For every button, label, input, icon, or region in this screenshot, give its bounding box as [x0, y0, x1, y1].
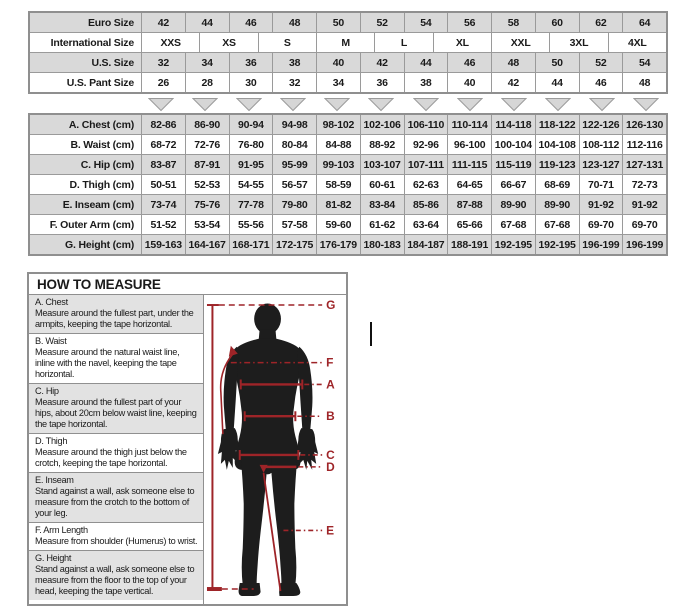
size-value-cell: 44 — [405, 53, 448, 72]
instruction-title: F. Arm Length — [35, 525, 88, 535]
size-value-cell: 73-74 — [142, 195, 185, 214]
size-value-cell: 53-54 — [186, 215, 229, 234]
instruction-text: Measure around the fullest part, under the armpits, keeping the tape horizontal. — [35, 308, 194, 329]
measure-instruction-section — [29, 523, 203, 551]
size-value-cell: 63-64 — [405, 215, 448, 234]
size-value-cell: 107-111 — [405, 155, 448, 174]
down-triangle-icon — [501, 97, 527, 112]
size-value-cell: 54-55 — [230, 175, 273, 194]
size-value-cell: 60-61 — [361, 175, 404, 194]
size-value-cell: 91-95 — [230, 155, 273, 174]
size-value-cell: 46 — [580, 73, 623, 92]
instruction-text: Stand against a wall, ask someone else to measure from the floor to the top of your head, keeping the tape vertical. — [35, 564, 195, 596]
figure-label-F: F — [326, 355, 334, 370]
column-arrow-cell — [580, 96, 624, 112]
size-value-cell: 62 — [580, 13, 623, 32]
size-value-cell: 188-191 — [448, 235, 491, 254]
size-value-cell: 103-107 — [361, 155, 404, 174]
size-value-cell: 96-100 — [448, 135, 491, 154]
size-value-cell: 4XL — [609, 33, 666, 52]
size-value-cell: XXL — [492, 33, 549, 52]
column-arrow-cell — [492, 96, 536, 112]
size-value-cell: 87-88 — [448, 195, 491, 214]
size-value-cell: 58-59 — [317, 175, 360, 194]
row-label: D. Thigh (cm) — [30, 175, 141, 194]
instruction-text: Measure around the fullest part of your hips, about 20cm below waist line, keeping the tape horizontal. — [35, 397, 197, 429]
column-arrow-cell — [536, 96, 580, 112]
size-value-cell: 52 — [580, 53, 623, 72]
size-value-cell: 44 — [536, 73, 579, 92]
size-value-cell: 70-71 — [580, 175, 623, 194]
row-label: U.S. Size — [30, 53, 141, 72]
size-value-cell: 68-72 — [142, 135, 185, 154]
how-to-measure-title: HOW TO MEASURE — [29, 274, 346, 295]
size-value-cell: 56 — [448, 13, 491, 32]
column-arrow-cell — [624, 96, 668, 112]
size-value-cell: 123-127 — [580, 155, 623, 174]
size-value-cell: 28 — [186, 73, 229, 92]
column-arrow-cell — [448, 96, 492, 112]
size-value-cell: S — [259, 33, 316, 52]
size-value-cell: 172-175 — [273, 235, 316, 254]
size-value-cell: 67-68 — [492, 215, 535, 234]
down-triangle-icon — [280, 97, 306, 112]
instruction-title: D. Thigh — [35, 436, 68, 446]
size-value-cell: 76-80 — [230, 135, 273, 154]
size-value-cell: 85-86 — [405, 195, 448, 214]
down-triangle-icon — [545, 97, 571, 112]
size-value-cell: 72-76 — [186, 135, 229, 154]
size-value-cell: XXS — [142, 33, 199, 52]
size-value-cell: 72-73 — [623, 175, 666, 194]
size-value-cell: 168-171 — [230, 235, 273, 254]
how-to-measure-body — [29, 295, 346, 604]
size-value-cell: 111-115 — [448, 155, 491, 174]
body-measurement-table — [28, 113, 668, 256]
size-value-cell: 176-179 — [317, 235, 360, 254]
size-value-cell: XL — [434, 33, 491, 52]
measure-instruction-section — [29, 384, 203, 434]
down-triangle-icon — [368, 97, 394, 112]
size-value-cell: 196-199 — [623, 235, 666, 254]
size-value-cell: 91-92 — [580, 195, 623, 214]
size-value-cell: 64-65 — [448, 175, 491, 194]
size-value-cell: 54 — [405, 13, 448, 32]
column-arrow-cell — [139, 96, 183, 112]
size-value-cell: 95-99 — [273, 155, 316, 174]
size-value-cell: 81-82 — [317, 195, 360, 214]
size-value-cell: 87-91 — [186, 155, 229, 174]
size-value-cell: 59-60 — [317, 215, 360, 234]
size-value-cell: 77-78 — [230, 195, 273, 214]
size-value-cell: 192-195 — [492, 235, 535, 254]
size-value-cell: 42 — [492, 73, 535, 92]
column-arrow-cell — [271, 96, 315, 112]
size-value-cell: 32 — [273, 73, 316, 92]
instruction-title: A. Chest — [35, 297, 68, 307]
measurement-figure-area — [204, 295, 346, 604]
size-value-cell: 180-183 — [361, 235, 404, 254]
down-triangle-icon — [192, 97, 218, 112]
figure-label-D: D — [326, 459, 335, 474]
size-value-cell: 66-67 — [492, 175, 535, 194]
size-value-cell: 32 — [142, 53, 185, 72]
size-value-cell: 42 — [361, 53, 404, 72]
size-value-cell: 127-131 — [623, 155, 666, 174]
size-value-cell: XS — [200, 33, 257, 52]
size-value-cell: 110-114 — [448, 115, 491, 134]
size-value-cell: 56-57 — [273, 175, 316, 194]
size-value-cell: 38 — [273, 53, 316, 72]
size-value-cell: 3XL — [550, 33, 607, 52]
size-value-cell: 94-98 — [273, 115, 316, 134]
column-arrow-row — [139, 96, 668, 112]
size-value-cell: 40 — [317, 53, 360, 72]
size-value-cell: 58 — [492, 13, 535, 32]
body-measurement-diagram — [204, 295, 346, 604]
human-silhouette — [218, 304, 318, 596]
instruction-title: C. Hip — [35, 386, 59, 396]
instruction-text: Measure around the thigh just below the crotch, keeping the tape horizontal. — [35, 447, 187, 468]
size-value-cell: 119-123 — [536, 155, 579, 174]
size-value-cell: 40 — [448, 73, 491, 92]
size-value-cell: 48 — [492, 53, 535, 72]
figure-label-E: E — [326, 523, 335, 538]
size-value-cell: 99-103 — [317, 155, 360, 174]
column-arrow-cell — [227, 96, 271, 112]
column-arrow-cell — [403, 96, 447, 112]
column-arrow-cell — [183, 96, 227, 112]
size-value-cell: 83-87 — [142, 155, 185, 174]
size-value-cell: 98-102 — [317, 115, 360, 134]
size-value-cell: 164-167 — [186, 235, 229, 254]
size-value-cell: 50-51 — [142, 175, 185, 194]
silhouette-left-arm — [224, 347, 239, 430]
silhouette-right-foot — [279, 583, 300, 596]
size-value-cell: 112-116 — [623, 135, 666, 154]
instruction-text: Measure from shoulder (Humerus) to wrist. — [35, 536, 198, 546]
size-value-cell: 30 — [230, 73, 273, 92]
size-value-cell: 52 — [361, 13, 404, 32]
measure-instruction-section — [29, 551, 203, 600]
row-label: Euro Size — [30, 13, 141, 32]
size-value-cell: 50 — [536, 53, 579, 72]
row-label: E. Inseam (cm) — [30, 195, 141, 214]
measure-instructions-list — [29, 295, 204, 604]
size-value-cell: 108-112 — [580, 135, 623, 154]
size-value-cell: 102-106 — [361, 115, 404, 134]
size-value-cell: 114-118 — [492, 115, 535, 134]
size-value-cell: 50 — [317, 13, 360, 32]
size-value-cell: 34 — [186, 53, 229, 72]
measure-instruction-section — [29, 434, 203, 473]
row-label: U.S. Pant Size — [30, 73, 141, 92]
size-value-cell: 122-126 — [580, 115, 623, 134]
down-triangle-icon — [413, 97, 439, 112]
row-label: C. Hip (cm) — [30, 155, 141, 174]
size-value-cell: 92-96 — [405, 135, 448, 154]
row-label: G. Height (cm) — [30, 235, 141, 254]
size-value-cell: 67-68 — [536, 215, 579, 234]
silhouette-right-arm — [297, 347, 312, 430]
size-value-cell: 48 — [623, 73, 666, 92]
measure-instruction-section — [29, 295, 203, 334]
size-value-cell: 104-108 — [536, 135, 579, 154]
instruction-title: E. Inseam — [35, 475, 74, 485]
size-value-cell: 46 — [448, 53, 491, 72]
silhouette-left-leg — [241, 458, 267, 585]
size-value-cell: 89-90 — [492, 195, 535, 214]
how-to-measure-panel — [27, 272, 348, 606]
size-value-cell: 65-66 — [448, 215, 491, 234]
size-value-cell: 36 — [230, 53, 273, 72]
size-value-cell: 57-58 — [273, 215, 316, 234]
figure-label-A: A — [326, 377, 335, 392]
size-value-cell: 64 — [623, 13, 666, 32]
silhouette-right-leg — [272, 458, 298, 585]
size-value-cell: 69-70 — [623, 215, 666, 234]
column-arrow-cell — [359, 96, 403, 112]
size-value-cell: 55-56 — [230, 215, 273, 234]
size-value-cell: 126-130 — [623, 115, 666, 134]
measure-instruction-section — [29, 334, 203, 384]
size-value-cell: 46 — [230, 13, 273, 32]
silhouette-right-hand — [296, 428, 318, 470]
size-conversion-table — [28, 11, 668, 94]
size-value-cell: 86-90 — [186, 115, 229, 134]
down-triangle-icon — [457, 97, 483, 112]
row-label: International Size — [30, 33, 141, 52]
size-value-cell: 34 — [317, 73, 360, 92]
size-value-cell: 36 — [361, 73, 404, 92]
size-value-cell: 48 — [273, 13, 316, 32]
size-value-cell: 84-88 — [317, 135, 360, 154]
size-value-cell: 184-187 — [405, 235, 448, 254]
size-value-cell: 106-110 — [405, 115, 448, 134]
instruction-title: B. Waist — [35, 336, 67, 346]
size-value-cell: 79-80 — [273, 195, 316, 214]
size-value-cell: 196-199 — [580, 235, 623, 254]
size-value-cell: 54 — [623, 53, 666, 72]
size-value-cell: 83-84 — [361, 195, 404, 214]
silhouette-head — [254, 304, 281, 335]
row-label: B. Waist (cm) — [30, 135, 141, 154]
figure-letter-labels — [326, 298, 335, 537]
size-value-cell: 61-62 — [361, 215, 404, 234]
size-value-cell: 100-104 — [492, 135, 535, 154]
figure-label-B: B — [326, 409, 335, 424]
size-value-cell: 192-195 — [536, 235, 579, 254]
size-value-cell: 88-92 — [361, 135, 404, 154]
size-value-cell: 38 — [405, 73, 448, 92]
size-value-cell: 69-70 — [580, 215, 623, 234]
instruction-text: Measure around the natural waist line, inline with the navel, keeping the tape horizontal. — [35, 347, 180, 379]
down-triangle-icon — [324, 97, 350, 112]
size-value-cell: 89-90 — [536, 195, 579, 214]
size-value-cell: 51-52 — [142, 215, 185, 234]
size-value-cell: 159-163 — [142, 235, 185, 254]
figure-label-C: C — [326, 447, 335, 462]
measure-instruction-section — [29, 473, 203, 523]
size-value-cell: 115-119 — [492, 155, 535, 174]
text-cursor-artifact — [370, 322, 372, 346]
size-value-cell: 26 — [142, 73, 185, 92]
size-value-cell: 68-69 — [536, 175, 579, 194]
size-value-cell: 75-76 — [186, 195, 229, 214]
size-value-cell: 91-92 — [623, 195, 666, 214]
size-value-cell: L — [375, 33, 432, 52]
size-value-cell: 82-86 — [142, 115, 185, 134]
figure-label-G: G — [326, 297, 336, 312]
instruction-text: Stand against a wall, ask someone else to measure from the crotch to the bottom of your leg. — [35, 486, 195, 518]
down-triangle-icon — [633, 97, 659, 112]
down-triangle-icon — [148, 97, 174, 112]
row-label: F. Outer Arm (cm) — [30, 215, 141, 234]
size-value-cell: 52-53 — [186, 175, 229, 194]
size-value-cell: 44 — [186, 13, 229, 32]
size-value-cell: 80-84 — [273, 135, 316, 154]
column-arrow-cell — [315, 96, 359, 112]
size-value-cell: M — [317, 33, 374, 52]
size-value-cell: 90-94 — [230, 115, 273, 134]
size-value-cell: 60 — [536, 13, 579, 32]
instruction-title: G. Height — [35, 553, 72, 563]
size-value-cell: 42 — [142, 13, 185, 32]
down-triangle-icon — [589, 97, 615, 112]
size-value-cell: 118-122 — [536, 115, 579, 134]
size-value-cell: 62-63 — [405, 175, 448, 194]
row-label: A. Chest (cm) — [30, 115, 141, 134]
down-triangle-icon — [236, 97, 262, 112]
